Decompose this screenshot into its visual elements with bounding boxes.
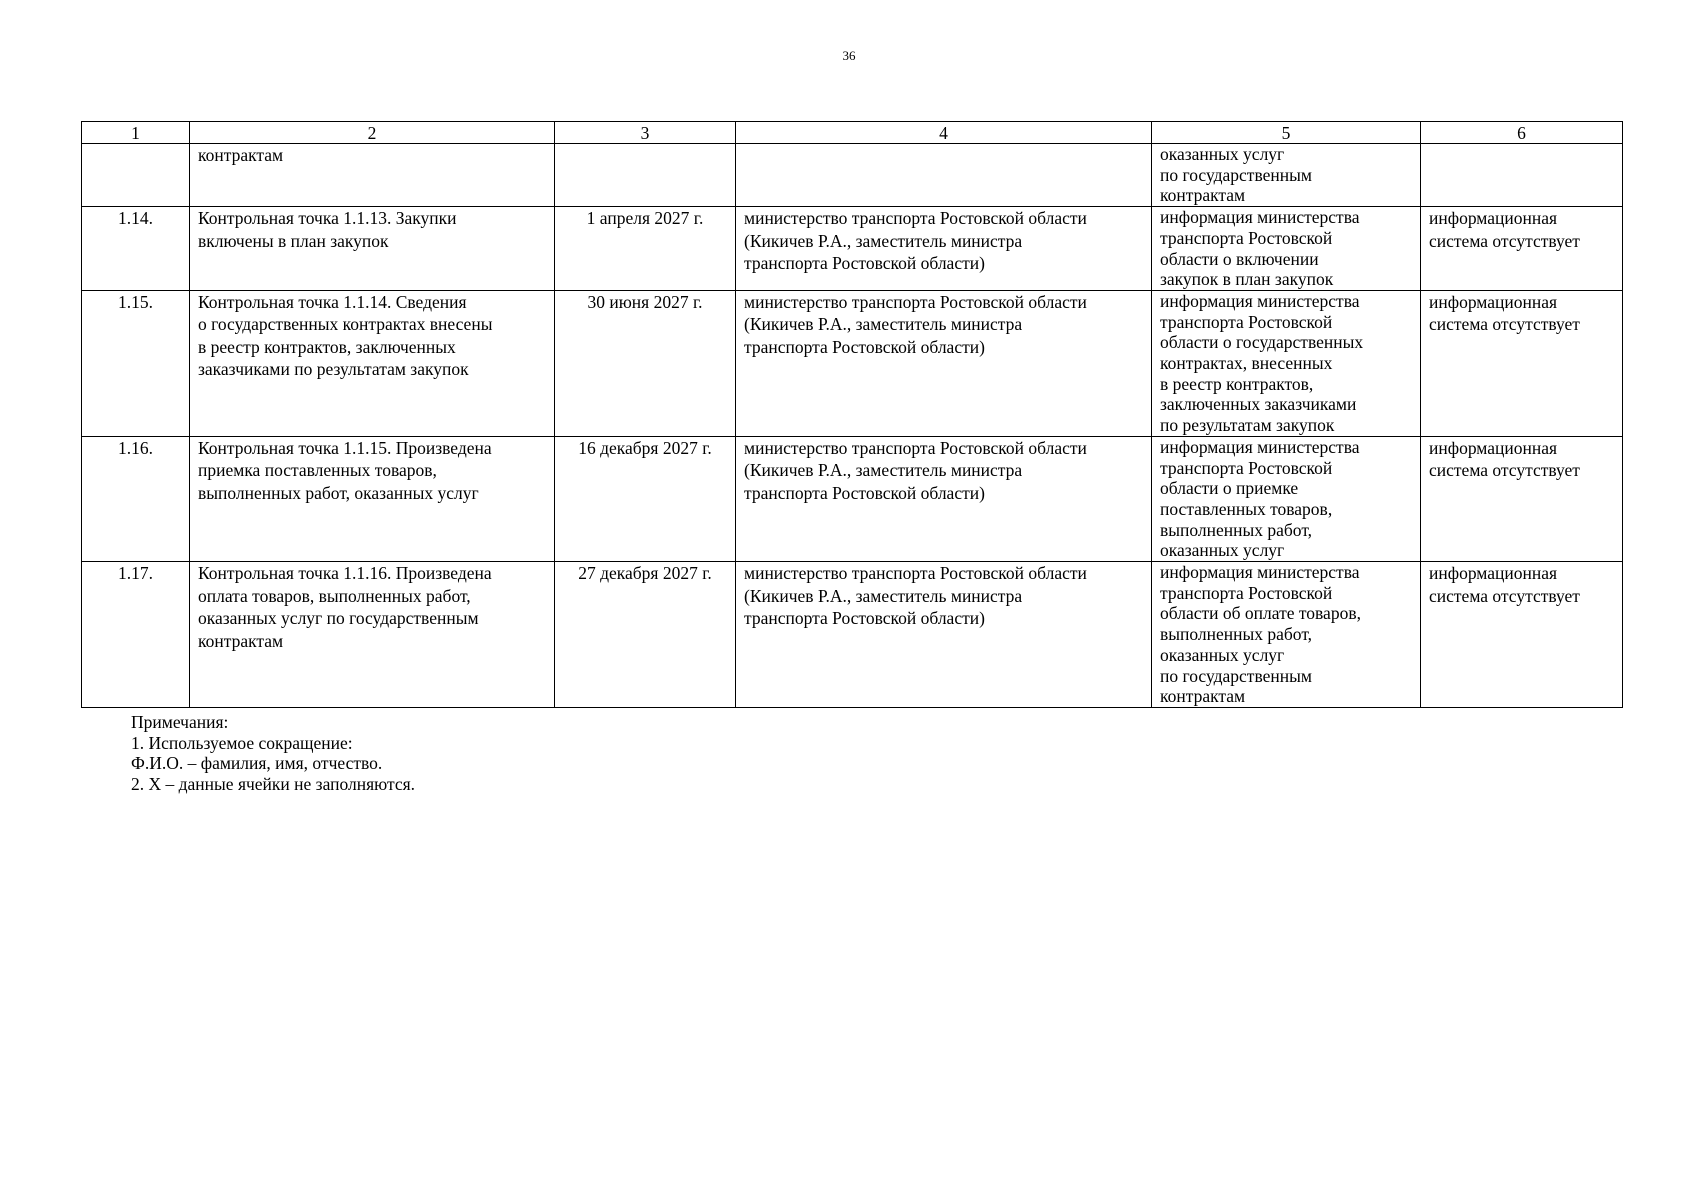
note-line: 2. Х – данные ячейки не заполняются.: [131, 773, 416, 794]
cell-text-line: о государственных контрактах внесены: [198, 314, 493, 335]
cell-text-line: области об оплате товаров,: [1160, 603, 1361, 624]
cell-text-line: информация министерства: [1160, 562, 1360, 583]
cell-text-line: Контрольная точка 1.1.14. Сведения: [198, 291, 467, 312]
note-line: 1. Используемое сокращение:: [131, 732, 353, 753]
control-point-name-cell: [190, 144, 555, 207]
information-system-cell: [1421, 562, 1623, 708]
cell-text-line: информационная: [1429, 208, 1558, 229]
cell-text-line: информация министерства: [1160, 207, 1360, 228]
cell-text-line: области о государственных: [1160, 332, 1364, 353]
cell-text-line: транспорта Ростовской области): [744, 482, 985, 503]
cell-text-line: транспорта Ростовской: [1160, 227, 1333, 248]
result-document-cell: [1152, 290, 1421, 436]
note-line: Ф.И.О. – фамилия, имя, отчество.: [131, 753, 383, 773]
cell-text-line: транспорта Ростовской: [1160, 457, 1333, 478]
cell-text-line: информационная: [1429, 563, 1558, 584]
column-header: 3: [555, 122, 736, 144]
cell-text-line: оказанных услуг: [1160, 644, 1285, 665]
cell-text-line: области о включении: [1160, 248, 1319, 269]
cell-text-line: в реестр контрактов,: [1160, 373, 1314, 394]
responsible-cell: [736, 436, 1152, 561]
cell-text-line: по государственным: [1160, 164, 1312, 185]
result-document-cell: [1152, 144, 1421, 207]
cell-text-line: транспорта Ростовской области): [744, 608, 985, 629]
control-points-table: [81, 121, 1623, 708]
due-date-cell: [555, 144, 736, 207]
cell-text-line: по государственным: [1160, 665, 1312, 686]
cell-text-line: транспорта Ростовской области): [744, 336, 985, 357]
cell-text-line: контрактам: [1160, 185, 1246, 206]
due-date-cell: 27 декабря 2027 г.: [555, 562, 736, 708]
table-row: [82, 144, 1623, 207]
responsible-cell: [736, 562, 1152, 708]
information-system-cell: [1421, 144, 1623, 207]
table-row: [82, 562, 1623, 708]
cell-text-line: транспорта Ростовской: [1160, 311, 1333, 332]
cell-text-line: оказанных услуг: [1160, 540, 1285, 561]
control-point-name-cell: [190, 290, 555, 436]
cell-text-line: министерство транспорта Ростовской области: [744, 563, 1087, 584]
table-row: [82, 207, 1623, 291]
cell-text-line: система отсутствует: [1429, 460, 1580, 481]
page-number: 36: [842, 48, 856, 63]
cell-text-line: поставленных товаров,: [1160, 498, 1333, 519]
column-header: 4: [736, 122, 1152, 144]
due-date-cell: 16 декабря 2027 г.: [555, 436, 736, 561]
cell-text-line: информация министерства: [1160, 290, 1360, 311]
cell-text-line: контрактам: [1160, 686, 1246, 707]
information-system-cell: [1421, 290, 1623, 436]
control-point-name-cell: [190, 207, 555, 291]
cell-text-line: по результатам закупок: [1160, 415, 1335, 436]
table-row: [82, 290, 1623, 436]
cell-text-line: Контрольная точка 1.1.15. Произведена: [198, 437, 492, 458]
row-number-cell: [82, 144, 190, 207]
cell-text-line: транспорта Ростовской: [1160, 582, 1333, 603]
column-header: 6: [1421, 122, 1623, 144]
cell-text-line: система отсутствует: [1429, 314, 1580, 335]
cell-text-line: министерство транспорта Ростовской области: [744, 437, 1087, 458]
cell-text-line: контрактах, внесенных: [1160, 353, 1333, 374]
cell-text-line: (Кикичев Р.А., заместитель министра: [744, 230, 1023, 251]
notes: [131, 712, 415, 794]
cell-text-line: (Кикичев Р.А., заместитель министра: [744, 314, 1023, 335]
cell-text-line: области о приемке: [1160, 478, 1299, 499]
cell-text-line: включены в план закупок: [198, 230, 389, 251]
column-header: 5: [1152, 122, 1421, 144]
result-document-cell: [1152, 562, 1421, 708]
information-system-cell: [1421, 436, 1623, 561]
cell-text-line: министерство транспорта Ростовской области: [744, 208, 1087, 229]
cell-text-line: транспорта Ростовской области): [744, 253, 985, 274]
cell-text-line: Контрольная точка 1.1.16. Произведена: [198, 563, 492, 584]
cell-text-line: в реестр контрактов, заключенных: [198, 336, 456, 357]
cell-text-line: министерство транспорта Ростовской области: [744, 291, 1087, 312]
cell-text-line: выполненных работ,: [1160, 624, 1313, 645]
cell-text-line: система отсутствует: [1429, 585, 1580, 606]
due-date-cell: 1 апреля 2027 г.: [555, 207, 736, 291]
column-header: 2: [190, 122, 555, 144]
result-document-cell: [1152, 436, 1421, 561]
row-number-cell: 1.16.: [82, 436, 190, 561]
cell-text-line: выполненных работ,: [1160, 519, 1313, 540]
cell-text-line: заказчиками по результатам закупок: [198, 359, 469, 380]
cell-text-line: (Кикичев Р.А., заместитель министра: [744, 460, 1023, 481]
cell-text-line: система отсутствует: [1429, 230, 1580, 251]
table-header-row: [82, 122, 1623, 144]
cell-text-line: контрактам: [198, 145, 284, 165]
cell-text-line: заключенных заказчиками: [1160, 394, 1357, 415]
notes-title: Примечания:: [131, 712, 229, 732]
control-point-name-cell: [190, 562, 555, 708]
cell-text-line: (Кикичев Р.А., заместитель министра: [744, 585, 1023, 606]
cell-text-line: контрактам: [198, 630, 284, 651]
cell-text-line: оказанных услуг: [1160, 144, 1285, 164]
column-header: 1: [82, 122, 190, 144]
row-number-cell: 1.14.: [82, 207, 190, 291]
cell-text-line: информационная: [1429, 291, 1558, 312]
cell-text-line: информация министерства: [1160, 436, 1360, 457]
control-point-name-cell: [190, 436, 555, 561]
cell-text-line: Контрольная точка 1.1.13. Закупки: [198, 208, 457, 229]
responsible-cell: [736, 207, 1152, 291]
row-number-cell: 1.15.: [82, 290, 190, 436]
cell-text-line: приемка поставленных товаров,: [198, 460, 437, 481]
result-document-cell: [1152, 207, 1421, 291]
row-number-cell: 1.17.: [82, 562, 190, 708]
cell-text-line: выполненных работ, оказанных услуг: [198, 482, 479, 503]
cell-text-line: информационная: [1429, 437, 1558, 458]
responsible-cell: [736, 290, 1152, 436]
cell-text-line: оказанных услуг по государственным: [198, 608, 479, 629]
due-date-cell: 30 июня 2027 г.: [555, 290, 736, 436]
responsible-cell: [736, 144, 1152, 207]
cell-text-line: оплата товаров, выполненных работ,: [198, 585, 471, 606]
information-system-cell: [1421, 207, 1623, 291]
table-row: [82, 436, 1623, 561]
cell-text-line: закупок в план закупок: [1160, 269, 1334, 290]
